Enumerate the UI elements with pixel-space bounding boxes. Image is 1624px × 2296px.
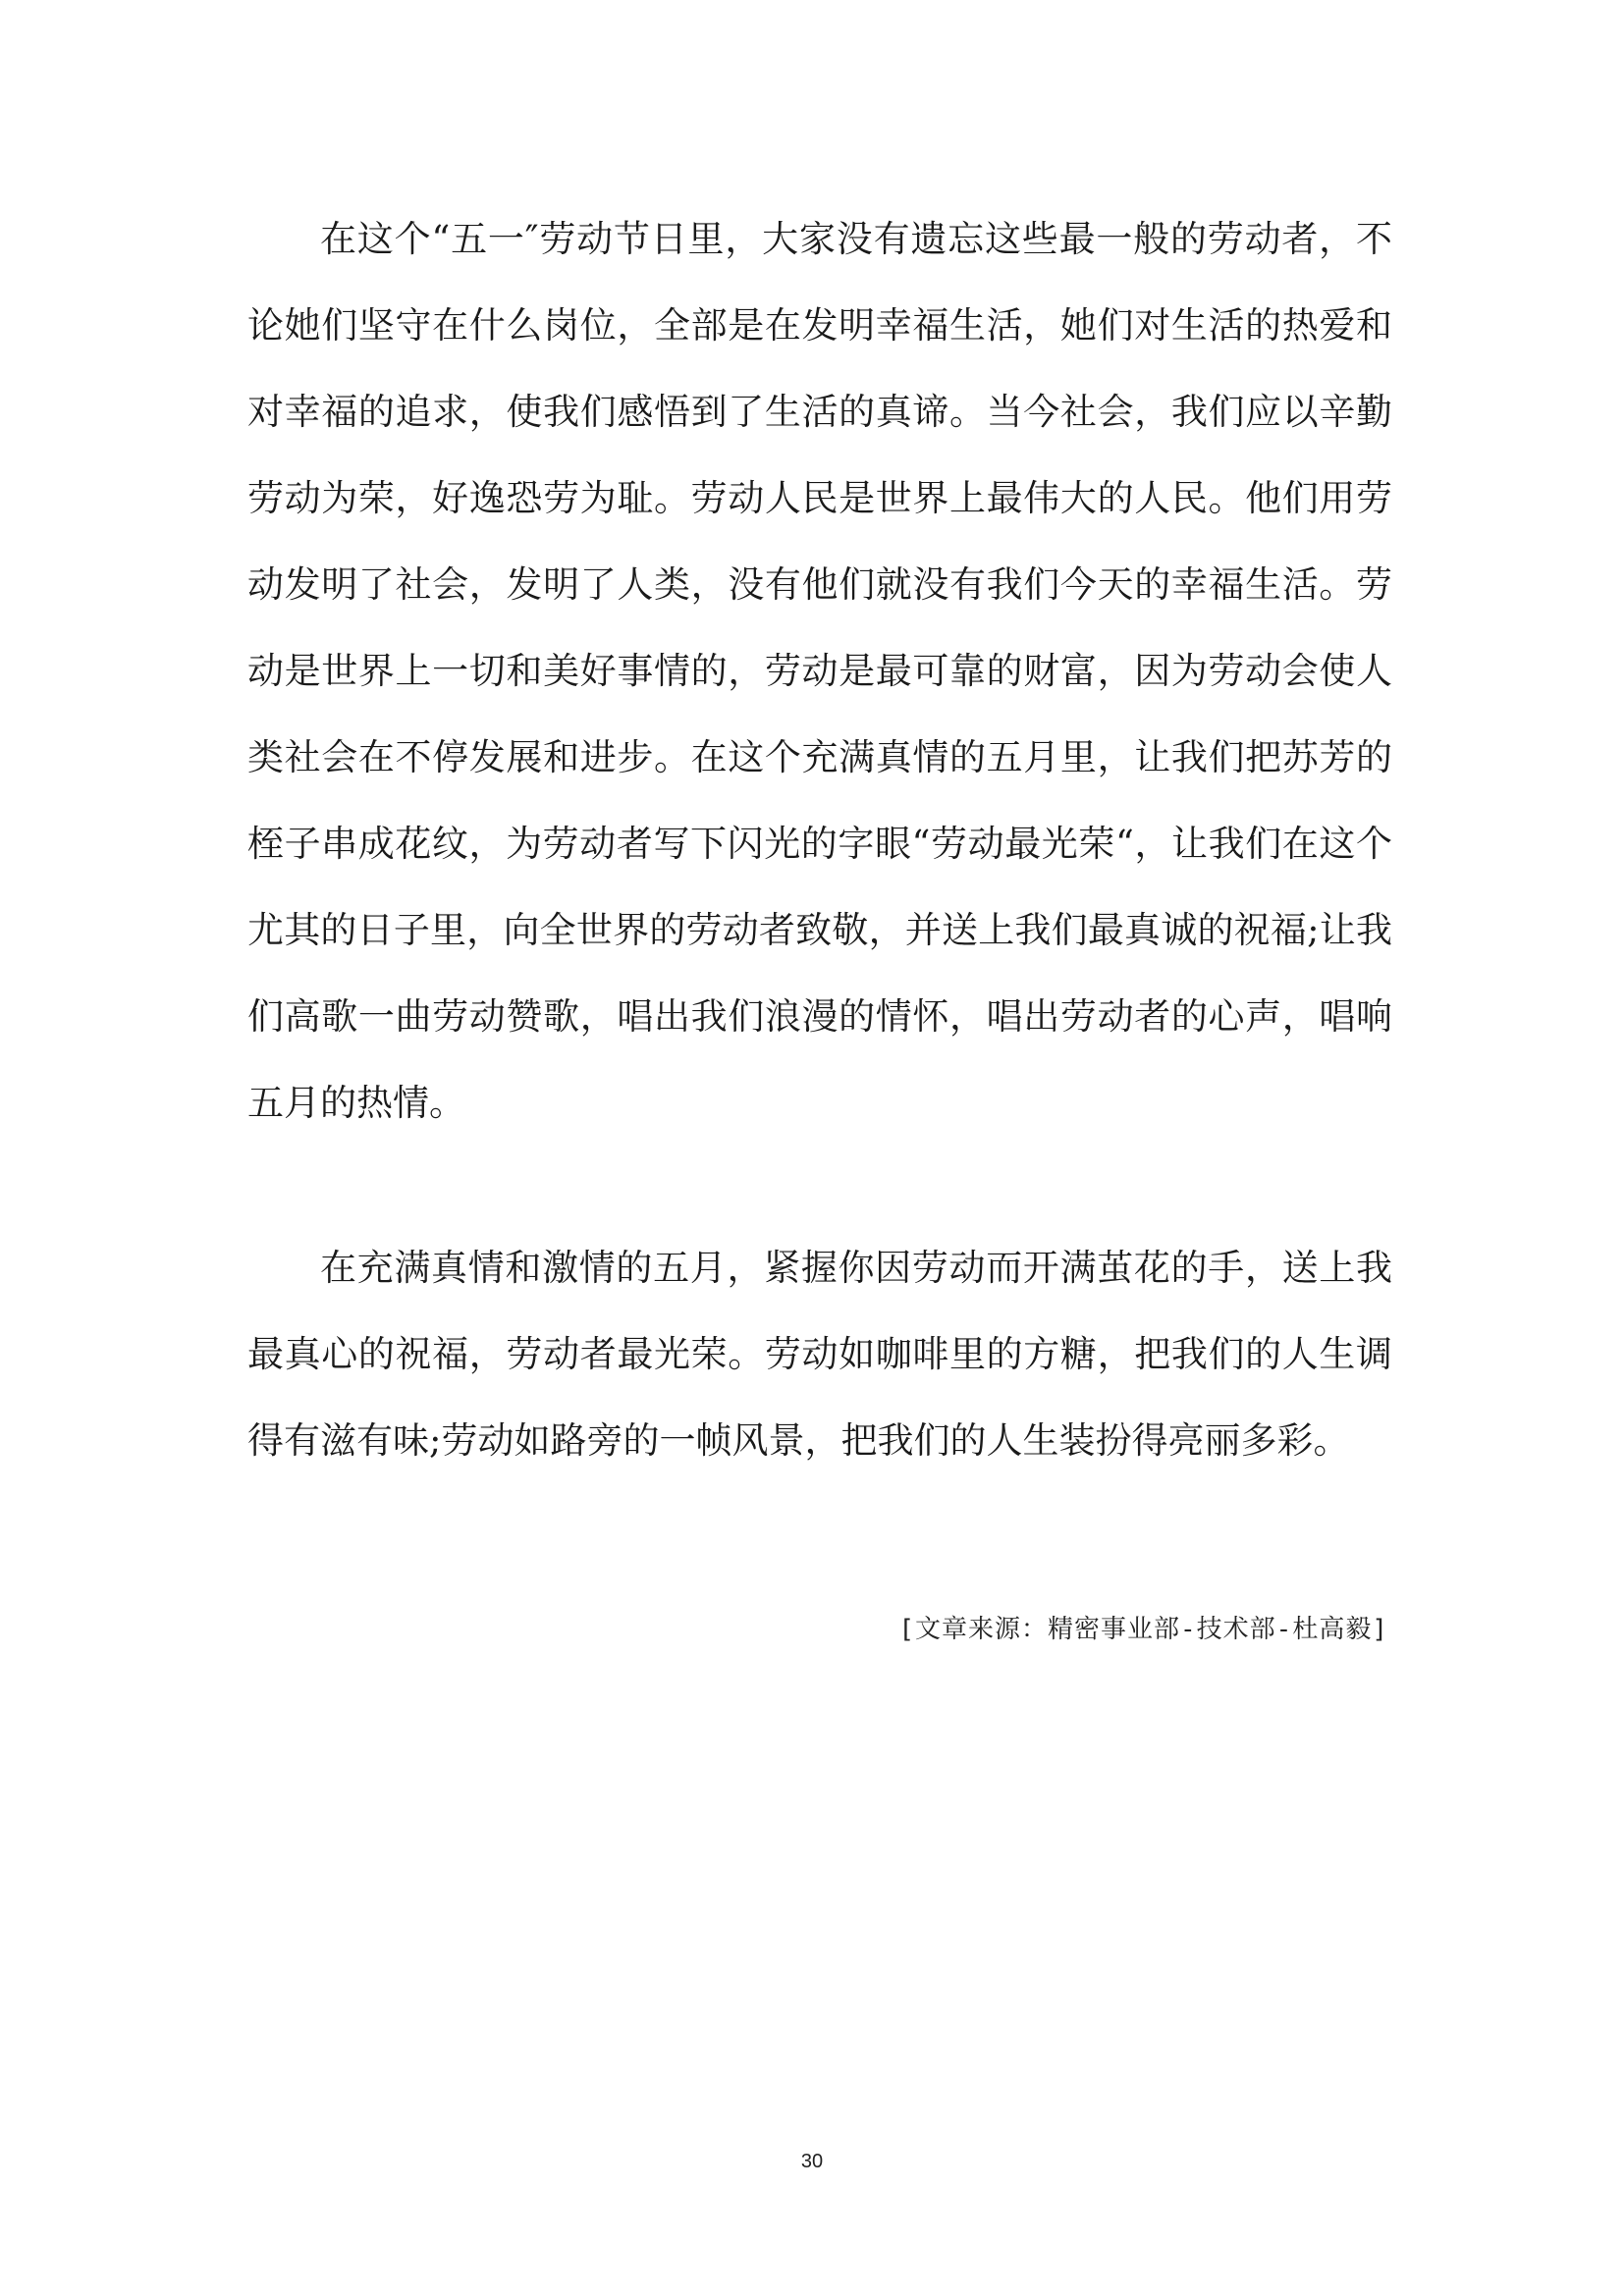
page-number: 30 xyxy=(800,2151,824,2172)
body-paragraph-1: 在这个“五一″劳动节日里，大家没有遗忘这些最一般的劳动者，不论她们坚守在什么岗位，全部是在发明幸福生活，她们对生活的热爱和对幸福的追求，使我们感悟到了生活的真谛。当今社会，我们应以辛勤劳动为荣，好逸恐劳为耻。劳动人民是世界上最伟大的人民。他们用劳动发明了社会，发明了人类，没有他们就没有我们今天的幸福生活。劳动是世界上一切和美好事情的，劳动是最可靠的财富，因为劳动会使人类社会在不停发展和进步。在这个充满真情的五月里，让我们把苏芳的桎子串成花纹，为劳动者写下闪光的字眼“劳动最光荣“，让我们在这个尤其的日子里，向全世界的劳动者致敬，并送上我们最真诚的祝福;让我们高歌一曲劳动赞歌，唱出我们浪漫的情怀，唱出劳动者的心声，唱响五月的热情。 xyxy=(247,218,1392,1124)
article-source: [文章来源：精密事业部-技术部-杜高毅] xyxy=(898,1615,1388,1644)
body-paragraph-2: 在充满真情和激情的五月，紧握你因劳动而开满茧花的手，送上我最真心的祝福，劳动者最光荣。劳动如咖啡里的方糖，把我们的人生调得有滋有味;劳动如路旁的一帧风景，把我们的人生装扮得亮丽多彩。 xyxy=(247,1247,1392,1462)
